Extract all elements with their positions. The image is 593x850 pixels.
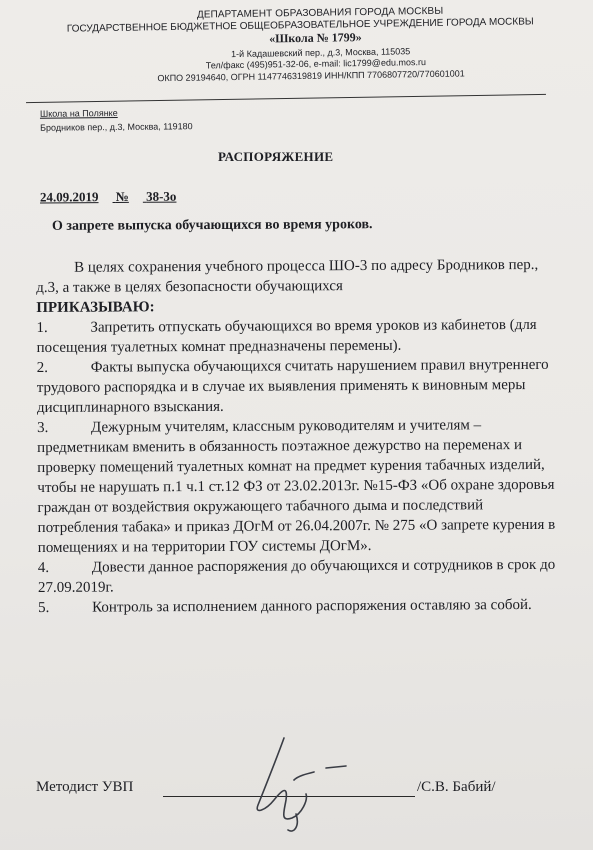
school-address: 1-й Кадашевский пер., д.3, Москва, 115035 (231, 46, 411, 60)
item-text: Контроль за исполнением данного распоряжения оставляю за собой. (92, 596, 532, 616)
item-number: 3. (36, 419, 49, 436)
item-text: Дежурным учителям, классным руководителям и учителям – предметникам вменить в обязанность поэтажное дежурство на переменах и проверку помещений туалетных комнат на предмет курения табачных изделий, чтобы не нарушать п.1 ч.1 ст.12 ФЗ от 23.02.2013г. №15-ФЗ «Об охране здоровья граждан от воздействия окружающего табачного дыма и последствий потребления табака» и приказ ДОгМ от 26.04.2007г. № 275 «О запрете курения в помещениях и на территории ГОУ системы ДОгМ». (37, 417, 556, 556)
item-number: 5. (38, 599, 50, 616)
intro-paragraph: В целях сохранения учебного процесса ШО-3 по адресу Бродников пер., д.3, а также в целях безопасности обучающихся (36, 256, 539, 296)
order-item-5 (38, 595, 566, 618)
item-number: 4. (37, 559, 50, 576)
school-contacts: Тел/факс (495)951-32-06, e-mail: lic1799@edu.mos.ru (205, 57, 427, 71)
document-number: 38-3о (146, 188, 177, 204)
letterhead-divider (26, 94, 546, 103)
signer-position: Методист УВП (36, 779, 134, 795)
branch-name: Школа на Полянке (39, 107, 118, 119)
school-codes: ОКПО 29194640, ОГРН 1147746319819 ИНН/КПП 7706807720/770601001 (157, 68, 465, 84)
letterhead (20, 4, 581, 86)
branch-block (40, 105, 193, 135)
institution-name: ГОСУДАРСТВЕННОЕ БЮДЖЕТНОЕ ОБЩЕОБРАЗОВАТЕЛЬНОЕ УЧРЕЖДЕНИЕ ГОРОДА МОСКВЫ (66, 16, 534, 35)
item-text: Запретить отпускать обучающихся во время уроков из кабинетов (для посещения туалетных комнат предназначены перемены). (36, 316, 537, 356)
item-number: 1. (36, 319, 48, 336)
order-item-2 (37, 355, 565, 418)
document-date: 24.09.2019 (39, 189, 99, 205)
number-sign: № (115, 188, 129, 204)
order-item-1 (36, 315, 564, 358)
document-title: РАСПОРЯЖЕНИЕ (218, 149, 334, 164)
item-text: Довести данное распоряжения до обучающихся и сотрудников в срок до 27.09.2019г. (37, 556, 556, 596)
item-text: Факты выпуска обучающихся считать нарушением правил внутреннего трудового распорядка и в случае их выявления применять к виновным меры дисциплинарного взыскания. (36, 356, 549, 416)
item-number: 2. (36, 359, 48, 376)
order-item-3 (37, 415, 566, 558)
signer-name: /С.В. Бабий/ (417, 779, 496, 795)
document-subject: О запрете выпуска обучающихся во время уроков. (51, 217, 373, 234)
document-body (36, 255, 566, 618)
order-item-4 (38, 555, 566, 598)
document-number-line (40, 188, 191, 205)
school-name: «Школа № 1799» (269, 30, 362, 46)
order-word: ПРИКАЗЫВАЮ: (36, 299, 155, 316)
branch-address: Бродников пер., д.3, Москва, 119180 (40, 121, 193, 133)
handwritten-signature (236, 730, 356, 840)
department-name: ДЕПАРТАМЕНТ ОБРАЗОВАНИЯ ГОРОДА МОСКВЫ (196, 5, 444, 21)
